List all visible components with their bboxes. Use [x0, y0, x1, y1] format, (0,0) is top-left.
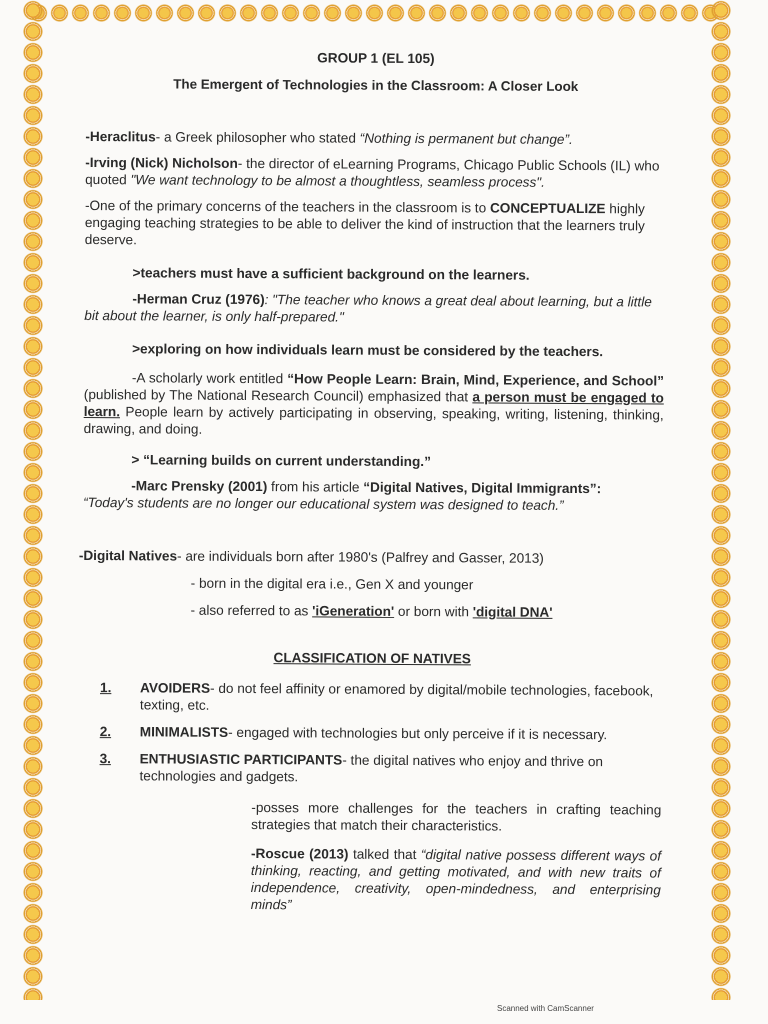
name-cruz: -Herman Cruz (1976): [132, 291, 265, 308]
quote-heraclitus: “Nothing is permanent but change”.: [359, 130, 573, 147]
text-conceptualize-pre: -One of the primary concerns of the teachers in the classroom is to: [84, 197, 491, 216]
list-item: [81, 750, 661, 788]
quote-roscue: “digital native possess different ways of thinking, reacting, and getting motivated, and with new traits of independence, creativity, open-mindedness, and enterprising minds”: [250, 847, 662, 913]
paragraph-heraclitus: [85, 128, 665, 149]
paragraph-how-people-learn: [84, 369, 664, 441]
list-item: [82, 723, 662, 744]
document-title: GROUP 1 (EL 105): [317, 50, 435, 67]
sun-border-top: [28, 0, 718, 26]
item-text: [140, 679, 662, 716]
quote-nicholson: "We want technology to be almost a thoughtless, seamless process".: [130, 172, 545, 190]
item-text: [139, 750, 661, 787]
term-digital-dna: 'digital DNA': [472, 604, 553, 620]
text-conceptualize-post: highly engaging teaching strategies to be able to deliver the kind of instruction that the learners truly deserve.: [84, 201, 645, 248]
text-nicholson: - the director of eLearning Programs, Chicago Public Schools (IL) who quoted: [85, 155, 660, 188]
paragraph-challenges: -posses more challenges for the teachers in crafting teaching strategies that match their characteristics.: [251, 800, 662, 834]
point-background-text: >teachers must have a sufficient background on the learners.: [132, 265, 530, 283]
digital-natives-referred: [82, 601, 662, 622]
item-number: 2.: [99, 724, 112, 740]
quote-prensky: “Today's students are no longer our educational system was designed to teach.”: [83, 494, 564, 513]
item-desc-minimalists: - engaged with technologies but only perceive if it is necessary.: [228, 724, 608, 743]
paragraph-conceptualize: [85, 197, 665, 252]
item-name-avoiders: AVOIDERS: [139, 680, 211, 696]
title-hpl: “How People Learn: Brain, Mind, Experience, and School”: [287, 371, 664, 389]
point-background: [85, 264, 665, 285]
name-digital-natives: -Digital Natives: [78, 547, 178, 564]
title-prensky: “Digital Natives, Digital Immigrants”:: [363, 479, 602, 497]
name-nicholson: -Irving (Nick) Nicholson: [85, 154, 238, 171]
point-exploring: [84, 340, 664, 361]
text-heraclitus: - a Greek philosopher who stated: [155, 129, 360, 146]
text-roscue: talked that: [348, 846, 421, 863]
text-hpl-mid: (published by The National Research Council) emphasized that: [83, 386, 473, 405]
text-referred-pre: - also referred to as: [190, 602, 313, 619]
paragraph-prensky: [83, 477, 663, 515]
classification-heading: CLASSIFICATION OF NATIVES: [273, 650, 471, 667]
text-referred-mid: or born with: [394, 603, 473, 620]
list-item: [82, 679, 662, 717]
paragraph-nicholson: [85, 154, 665, 192]
point-learning-builds-text: > “Learning builds on current understanding.”: [131, 452, 431, 470]
point-exploring-text: >exploring on how individuals learn must be considered by the teachers.: [132, 341, 604, 360]
point-learning-builds: [83, 451, 663, 472]
name-heraclitus: -Heraclitus: [85, 128, 156, 145]
text-prensky: from his article: [267, 479, 364, 495]
text-digital-natives: - are individuals born after 1980's (Palfrey and Gasser, 2013): [177, 548, 544, 566]
item-name-minimalists: MINIMALISTS: [139, 724, 229, 740]
text-hpl-post: People learn by actively participating in observing, speaking, writing, listening, thinking, drawing, and doing.: [83, 404, 664, 437]
underline-engaged: a person must be engaged to learn.: [83, 389, 664, 420]
item-desc-enthusiastic: - the digital natives who enjoy and thrive on technologies and gadgets.: [139, 752, 604, 785]
item-text: [140, 723, 662, 743]
colon-cruz: :: [264, 292, 269, 308]
sun-border-right: [706, 0, 736, 1000]
text-hpl-pre: -A scholarly work entitled: [131, 370, 288, 387]
name-prensky: -Marc Prensky (2001): [131, 478, 268, 495]
item-number: 3.: [99, 751, 111, 767]
item-number: 1.: [99, 680, 112, 696]
document-body: [78, 40, 666, 916]
word-conceptualize: CONCEPTUALIZE: [489, 200, 606, 217]
item-name-enthusiastic: ENTHUSIASTIC PARTICIPANTS: [139, 751, 343, 768]
paragraph-cruz: [84, 290, 664, 328]
term-igeneration: 'iGeneration': [312, 603, 395, 619]
item-desc-avoiders: - do not feel affinity or enamored by digital/mobile technologies, facebook, texting, etc.: [139, 680, 654, 713]
sun-border-left: [18, 0, 48, 1000]
name-roscue: -Roscue (2013): [250, 846, 349, 862]
document-subtitle: The Emergent of Technologies in the Classroom: A Closer Look: [173, 76, 579, 95]
paragraph-roscue: [251, 845, 661, 916]
scanner-watermark: Scanned with CamScanner: [497, 1004, 594, 1013]
digital-natives-born: - born in the digital era i.e., Gen X and younger: [190, 575, 474, 593]
classification-list: [81, 679, 662, 788]
quote-cruz: "The teacher who knows a great deal about learning, but a little bit about the learner, is only half-prepared.": [84, 292, 652, 325]
paragraph-digital-natives: [79, 547, 663, 568]
